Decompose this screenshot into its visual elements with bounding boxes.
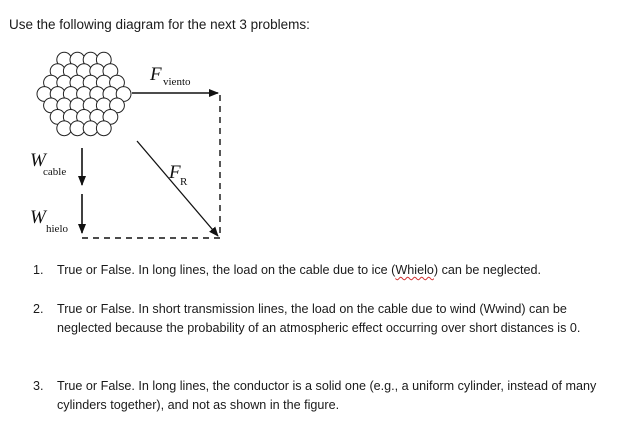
w-hielo-subscript: hielo [46, 223, 68, 235]
w-cable-subscript: cable [43, 166, 67, 178]
question-text: True or False. In long lines, the load on the cable due to ice ( [57, 263, 396, 277]
f-viento-subscript: viento [163, 76, 191, 88]
cable-strands [37, 52, 131, 135]
f-r-subscript: R [180, 176, 188, 188]
question-text-end: ) can be neglected. [433, 263, 541, 277]
question-text: True or False. In long lines, the conductor is a solid one (e.g., a uniform cylinder, instead of many cylinders together), and not as shown in the figure. [57, 379, 597, 412]
f-viento-label: F [150, 64, 162, 85]
misspelled-word: Whielo [395, 263, 434, 277]
strand-circle [70, 121, 85, 136]
question-number: 3. [33, 379, 44, 393]
w-hielo-label: W [30, 207, 46, 228]
question-text: True or False. In short transmission lines, the load on the cable due to wind (Wwind) can be neglected because the probability of an atmospheric effect occurring over short distances is 0. [57, 302, 581, 335]
strand-circle [96, 121, 111, 136]
question-number: 1. [33, 263, 44, 277]
strand-circle [83, 121, 98, 136]
f-r-label: F [169, 162, 181, 183]
question-number: 2. [33, 302, 44, 316]
strand-circle [57, 121, 72, 136]
intro-text: Use the following diagram for the next 3 problems: [9, 17, 310, 32]
f-r-arrow [137, 141, 218, 236]
w-cable-label: W [30, 150, 46, 171]
